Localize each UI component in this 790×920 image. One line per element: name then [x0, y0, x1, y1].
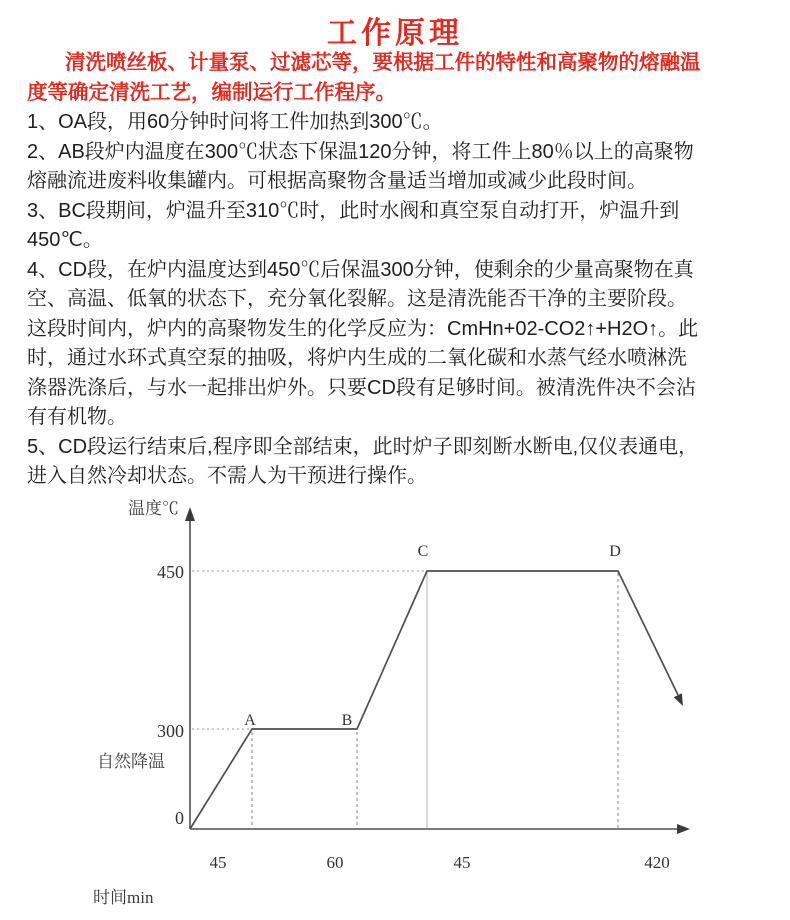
- paragraph-line: 有有机物。: [27, 406, 127, 428]
- paragraph-item-2: [27, 138, 763, 197]
- temperature-time-chart: [0, 492, 790, 920]
- natural-cooling-annotation: 自然降温: [97, 751, 165, 771]
- intro-paragraph: [0, 48, 790, 108]
- y-axis-arrow-icon: [185, 507, 195, 521]
- paragraph-line: 时，通过水环式真空泵的抽吸，将炉内生成的二氧化碳和水蒸气经水喷淋洗: [27, 347, 687, 369]
- x-axis-arrow-icon: [677, 824, 690, 834]
- x-tick-420: 420: [644, 852, 670, 872]
- y-tick-300: 300: [157, 720, 184, 741]
- x-tick-45b: 45: [453, 852, 471, 872]
- paragraph-line: 熔融流进废料收集罐内。可根据高聚物含量适当增加或减少此段时间。: [27, 170, 647, 192]
- intro-line: 清洗喷丝板、计量泵、过滤芯等，要根据工件的特性和高聚物的熔融温: [65, 51, 701, 74]
- point-label-B: B: [341, 711, 353, 729]
- chart-svg: [0, 492, 790, 920]
- paragraph-item-3: [27, 197, 763, 256]
- x-axis-title: 时间min: [93, 887, 154, 907]
- paragraph-line: 1、OA段，用60分钟时问将工件加热到300℃。: [27, 111, 443, 133]
- point-label-D: D: [609, 542, 621, 560]
- intro-line: 度等确定清洗工艺，编制运行工作程序。: [27, 81, 396, 104]
- work-principle-text: [0, 108, 790, 492]
- x-tick-45a: 45: [209, 852, 227, 872]
- y-tick-0: 0: [175, 807, 184, 828]
- paragraph-line: 5、CD段运行结束后,程序即全部结束，此时炉子即刻断水断电,仅仪表通电，: [27, 435, 699, 458]
- point-label-C: C: [417, 542, 429, 560]
- point-label-A: A: [244, 711, 256, 729]
- paragraph-line: 这段时间内，炉内的高聚物发生的化学反应为：CmHn+02-CO2↑+H2O↑。此: [27, 317, 699, 340]
- paragraph-line: 450℃。: [27, 229, 103, 251]
- paragraph-line: 空、高温、低氧的状态下，充分氧化裂解。这是清洗能否干净的主要阶段。: [27, 288, 687, 310]
- paragraph-line: 3、BC段期间，炉温升至310℃时，此时水阀和真空泵自动打开，炉温升到: [27, 199, 680, 222]
- paragraph-line: 4、CD段，在炉内温度达到450℃后保温300分钟，使剩余的少量高聚物在真: [27, 258, 694, 281]
- paragraph-line: 涤器洗涤后，与水一起排出炉外。只要CD段有足够时间。被清洗件决不会沾: [27, 376, 696, 399]
- paragraph-item-4: [27, 256, 763, 433]
- paragraph-item-1: [27, 108, 763, 138]
- temperature-profile-line: [190, 571, 678, 829]
- y-tick-450: 450: [157, 561, 184, 582]
- y-axis-title: 温度℃: [128, 498, 179, 518]
- paragraph-item-5: [27, 433, 763, 492]
- paragraph-line: 进入自然冷却状态。不需人为干预进行操作。: [27, 465, 427, 487]
- page-title: 工作原理: [327, 17, 463, 50]
- x-tick-60: 60: [326, 852, 344, 872]
- cooling-arrow-icon: [674, 693, 683, 706]
- paragraph-line: 2、AB段炉内温度在300℃状态下保温120分钟，将工件上80％以上的高聚物: [27, 140, 694, 163]
